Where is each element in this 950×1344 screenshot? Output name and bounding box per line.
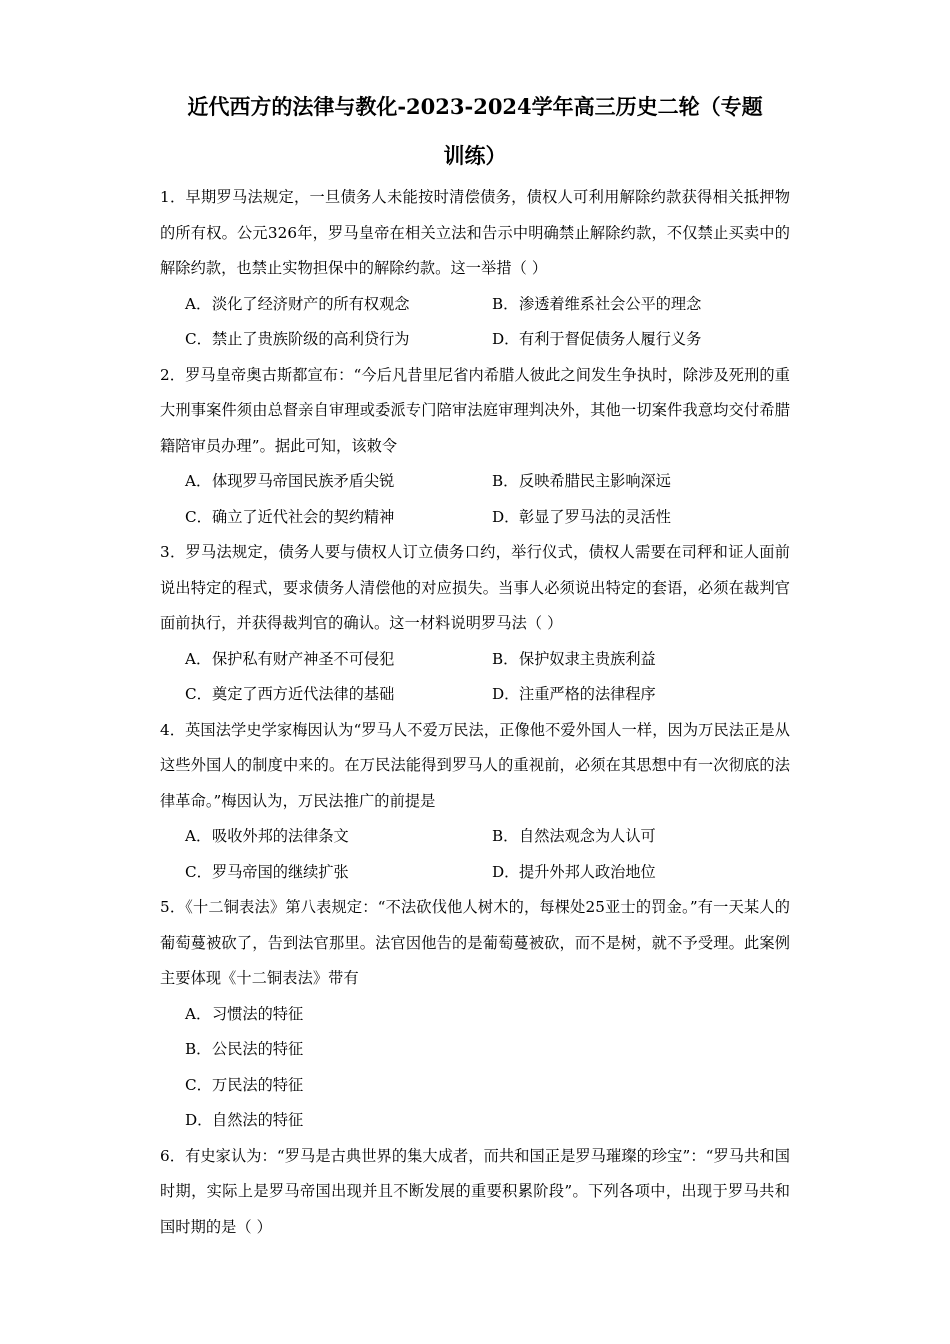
- option-d[interactable]: D．彰显了罗马法的灵活性: [492, 507, 671, 526]
- question-1: [160, 180, 790, 358]
- option-c[interactable]: C．奠定了西方近代法律的基础: [185, 685, 395, 703]
- question-3: [160, 535, 790, 713]
- document-page: [160, 80, 790, 1245]
- question-stem: 4．英国法学史学家梅因认为“罗马人不爱万民法，正像他不爱外国人一样，因为万民法正是从这些外国人的制度中来的。在万民法能得到罗马人的重视前，必须在其思想中有一次彻底的法律革命。”梅因认为，万民法推广的前提是: [160, 720, 790, 810]
- option-c[interactable]: C．确立了近代社会的契约精神: [185, 507, 395, 526]
- question-stem: 6．有史家认为：“罗马是古典世界的集大成者，而共和国正是罗马璀璨的珍宝”：“罗马共和国时期，实际上是罗马帝国出现并且不断发展的重要积累阶段”。下列各项中，出现于罗马共和国时期的是（ ）: [160, 1146, 790, 1236]
- option-a[interactable]: A．淡化了经济财产的所有权观念: [185, 294, 410, 313]
- title-line-1: 近代西方的法律与教化-2023-2024学年高三历史二轮（专题: [187, 94, 763, 119]
- option-a[interactable]: A．吸收外邦的法律条文: [185, 827, 349, 845]
- question-6: [160, 1139, 790, 1246]
- option-list: [160, 464, 790, 535]
- option-c[interactable]: C．罗马帝国的继续扩张: [185, 862, 349, 881]
- option-d[interactable]: D．有利于督促债务人履行义务: [492, 330, 702, 348]
- option-list: [160, 287, 790, 358]
- option-list: [160, 997, 790, 1139]
- option-list: [160, 819, 790, 890]
- option-d[interactable]: D．注重严格的法律程序: [492, 685, 656, 703]
- option-c[interactable]: C．万民法的特征: [185, 1075, 304, 1094]
- question-5: [160, 890, 790, 1139]
- question-4: [160, 713, 790, 891]
- option-b[interactable]: B．渗透着维系社会公平的理念: [492, 294, 702, 313]
- option-b[interactable]: B．反映希腊民主影响深远: [492, 472, 671, 490]
- question-stem: 3．罗马法规定，债务人要与债权人订立债务口约，举行仪式，债权人需要在司秤和证人面前说出特定的程式，要求债务人清偿他的对应损失。当事人必须说出特定的套语，必须在裁判官面前执行，并获得裁判官的确认。这一材料说明罗马法（ ）: [160, 543, 790, 632]
- option-a[interactable]: A．体现罗马帝国民族矛盾尖锐: [185, 472, 395, 490]
- option-b[interactable]: B．自然法观念为人认可: [492, 827, 656, 845]
- question-stem: 2．罗马皇帝奥古斯都宣布：“今后凡昔里尼省内希腊人彼此之间发生争执时，除涉及死刑的重大刑事案件须由总督亲自审理或委派专门陪审法庭审理判决外，其他一切案件我意均交付希腊籍陪审员办理”。据此可知，该敕令: [160, 365, 790, 455]
- question-stem: 5．《十二铜表法》第八表规定：“不法砍伐他人树木的，每棵处25亚士的罚金。”有一天某人的葡萄蔓被砍了，告到法官那里。法官因他告的是葡萄蔓被砍，而不是树，就不予受理。此案例主要体现《十二铜表法》带有: [160, 898, 790, 987]
- document-title: [160, 80, 790, 180]
- option-d[interactable]: D．自然法的特征: [185, 1111, 304, 1129]
- option-a[interactable]: A．习惯法的特征: [185, 1004, 304, 1023]
- question-2: [160, 358, 790, 536]
- option-a[interactable]: A．保护私有财产神圣不可侵犯: [185, 649, 395, 668]
- option-b[interactable]: B．保护奴隶主贵族利益: [492, 649, 656, 668]
- option-list: [160, 642, 790, 713]
- option-c[interactable]: C．禁止了贵族阶级的高利贷行为: [185, 330, 410, 348]
- option-d[interactable]: D．提升外邦人政治地位: [492, 862, 656, 881]
- question-stem: 1．早期罗马法规定，一旦债务人未能按时清偿债务，债权人可利用解除约款获得相关抵押物的所有权。公元326年，罗马皇帝在相关立法和告示中明确禁止解除约款，不仅禁止买卖中的解除约款，也禁止实物担保中的解除约款。这一举措（ ）: [160, 188, 790, 277]
- title-line-2: 训练）: [443, 143, 507, 168]
- option-b[interactable]: B．公民法的特征: [185, 1040, 304, 1058]
